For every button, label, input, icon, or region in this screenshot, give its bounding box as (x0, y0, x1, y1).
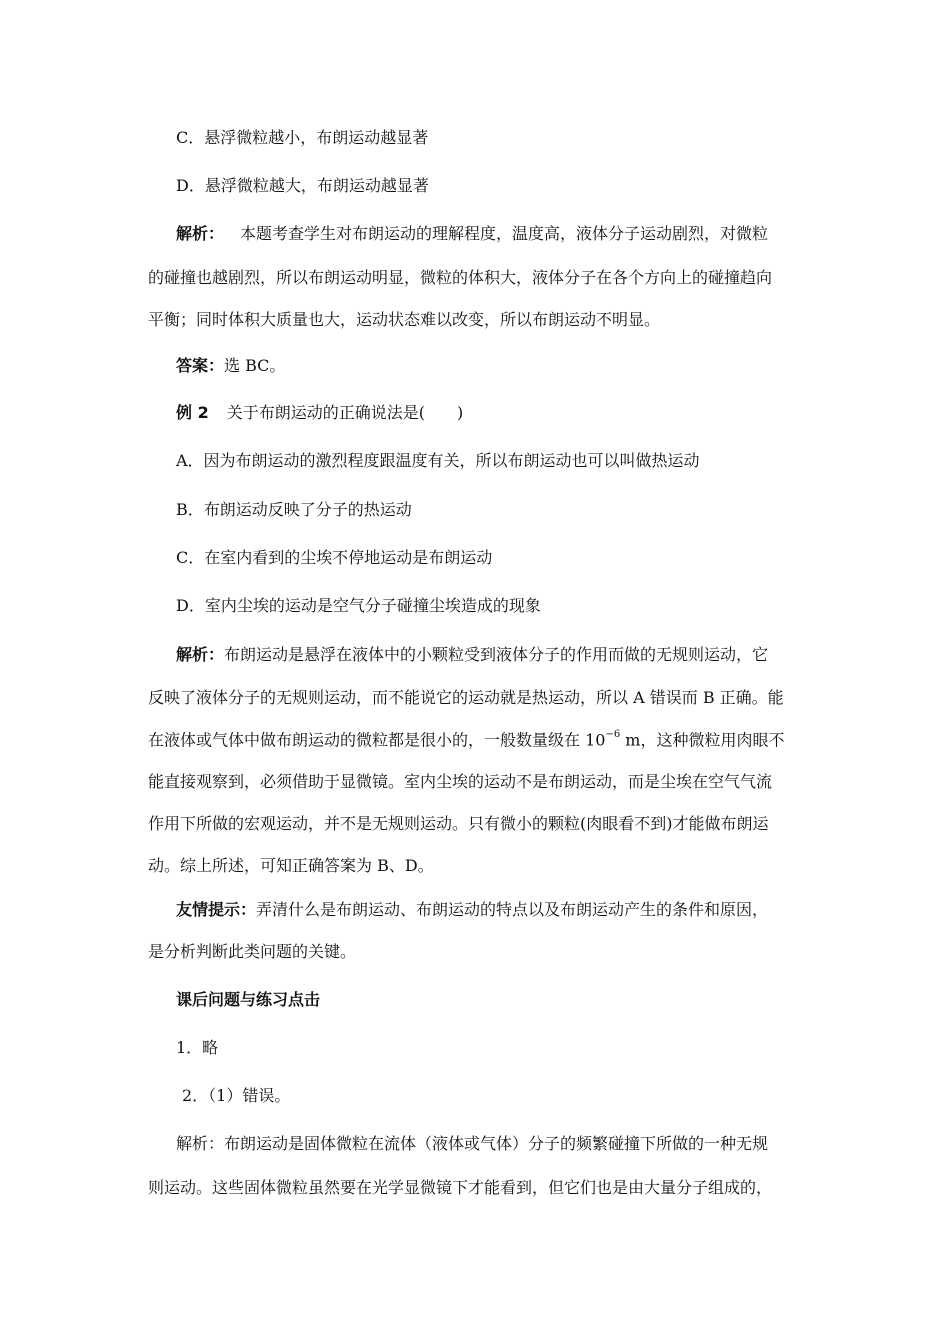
analysis-2-text-3-pre: 在液体或气体中做布朗运动的微粒都是很小的，一般数量级在 10 (148, 730, 606, 750)
analysis-3-text-1: 布朗运动是固体微粒在流体（液体或气体）分子的频繁碰撞下所做的一种无规 (224, 1134, 769, 1153)
section-title: 课后问题与练习点击 (176, 990, 321, 1009)
analysis-1-label: 解析： (176, 224, 225, 243)
tip-text-1: 弄清什么是布朗运动、布朗运动的特点以及布朗运动产生的条件和原因， (256, 900, 769, 919)
analysis-2-first-line (176, 647, 856, 663)
list-item-2: 2．（1）错误。 (182, 1086, 291, 1105)
analysis-2-text-1: 布朗运动是悬浮在液体中的小颗粒受到液体分子的作用而做的无规则运动，它 (224, 645, 769, 664)
list-item-1: 1．略 (176, 1038, 219, 1057)
analysis-2-text-3 (148, 729, 828, 750)
example-2-question: 关于布朗运动的正确说法是( ) (226, 403, 464, 422)
example-2-label: 例 2 (176, 403, 209, 422)
answer-label: 答案： (176, 356, 225, 375)
analysis-3-first-line (176, 1136, 856, 1152)
analysis-2-text-5: 作用下所做的宏观运动，并不是无规则运动。只有微小的颗粒(肉眼看不到)才能做布朗运 (148, 814, 769, 833)
exponent: −6 (605, 729, 621, 740)
analysis-2-label: 解析： (176, 645, 225, 664)
analysis-1-first-line (176, 226, 856, 242)
analysis-3-text-2: 则运动。这些固体微粒虽然要在光学显微镜下才能看到，但它们也是由大量分子组成的， (148, 1178, 773, 1197)
option-b-2: B．布朗运动反映了分子的热运动 (176, 500, 412, 519)
analysis-3-label: 解析： (176, 1134, 225, 1153)
option-c-2: C．在室内看到的尘埃不停地运动是布朗运动 (176, 548, 493, 567)
tip-first-line (176, 902, 856, 918)
option-c-1: C．悬浮微粒越小，布朗运动越显著 (176, 128, 429, 147)
answer-text: 选 BC。 (224, 356, 286, 375)
example-2-line (176, 405, 856, 421)
option-d-1: D．悬浮微粒越大，布朗运动越显著 (176, 176, 429, 195)
option-a-2: A．因为布朗运动的激烈程度跟温度有关，所以布朗运动也可以叫做热运动 (176, 451, 700, 470)
analysis-2-text-6: 动。综上所述，可知正确答案为 B、D。 (148, 856, 434, 875)
answer-line (176, 358, 856, 374)
option-d-2: D．室内尘埃的运动是空气分子碰撞尘埃造成的现象 (176, 596, 541, 615)
analysis-1-text-1: 本题考查学生对布朗运动的理解程度，温度高，液体分子运动剧烈，对微粒 (240, 224, 769, 243)
tip-text-2: 是分析判断此类问题的关键。 (148, 942, 357, 961)
analysis-1-text-2: 的碰撞也越剧烈，所以布朗运动明显，微粒的体积大，液体分子在各个方向上的碰撞趋向 (148, 268, 773, 287)
analysis-2-text-4: 能直接观察到，必须借助于显微镜。室内尘埃的运动不是布朗运动，而是尘埃在空气气流 (148, 772, 773, 791)
analysis-2-text-2: 反映了液体分子的无规则运动，而不能说它的运动就是热运动，所以 A 错误而 B 正确。能 (148, 688, 784, 707)
analysis-2-text-3-post: m，这种微粒用肉眼不 (620, 730, 785, 750)
analysis-1-text-3: 平衡；同时体积大质量也大，运动状态难以改变，所以布朗运动不明显。 (148, 310, 661, 329)
tip-label: 友情提示： (176, 900, 257, 919)
